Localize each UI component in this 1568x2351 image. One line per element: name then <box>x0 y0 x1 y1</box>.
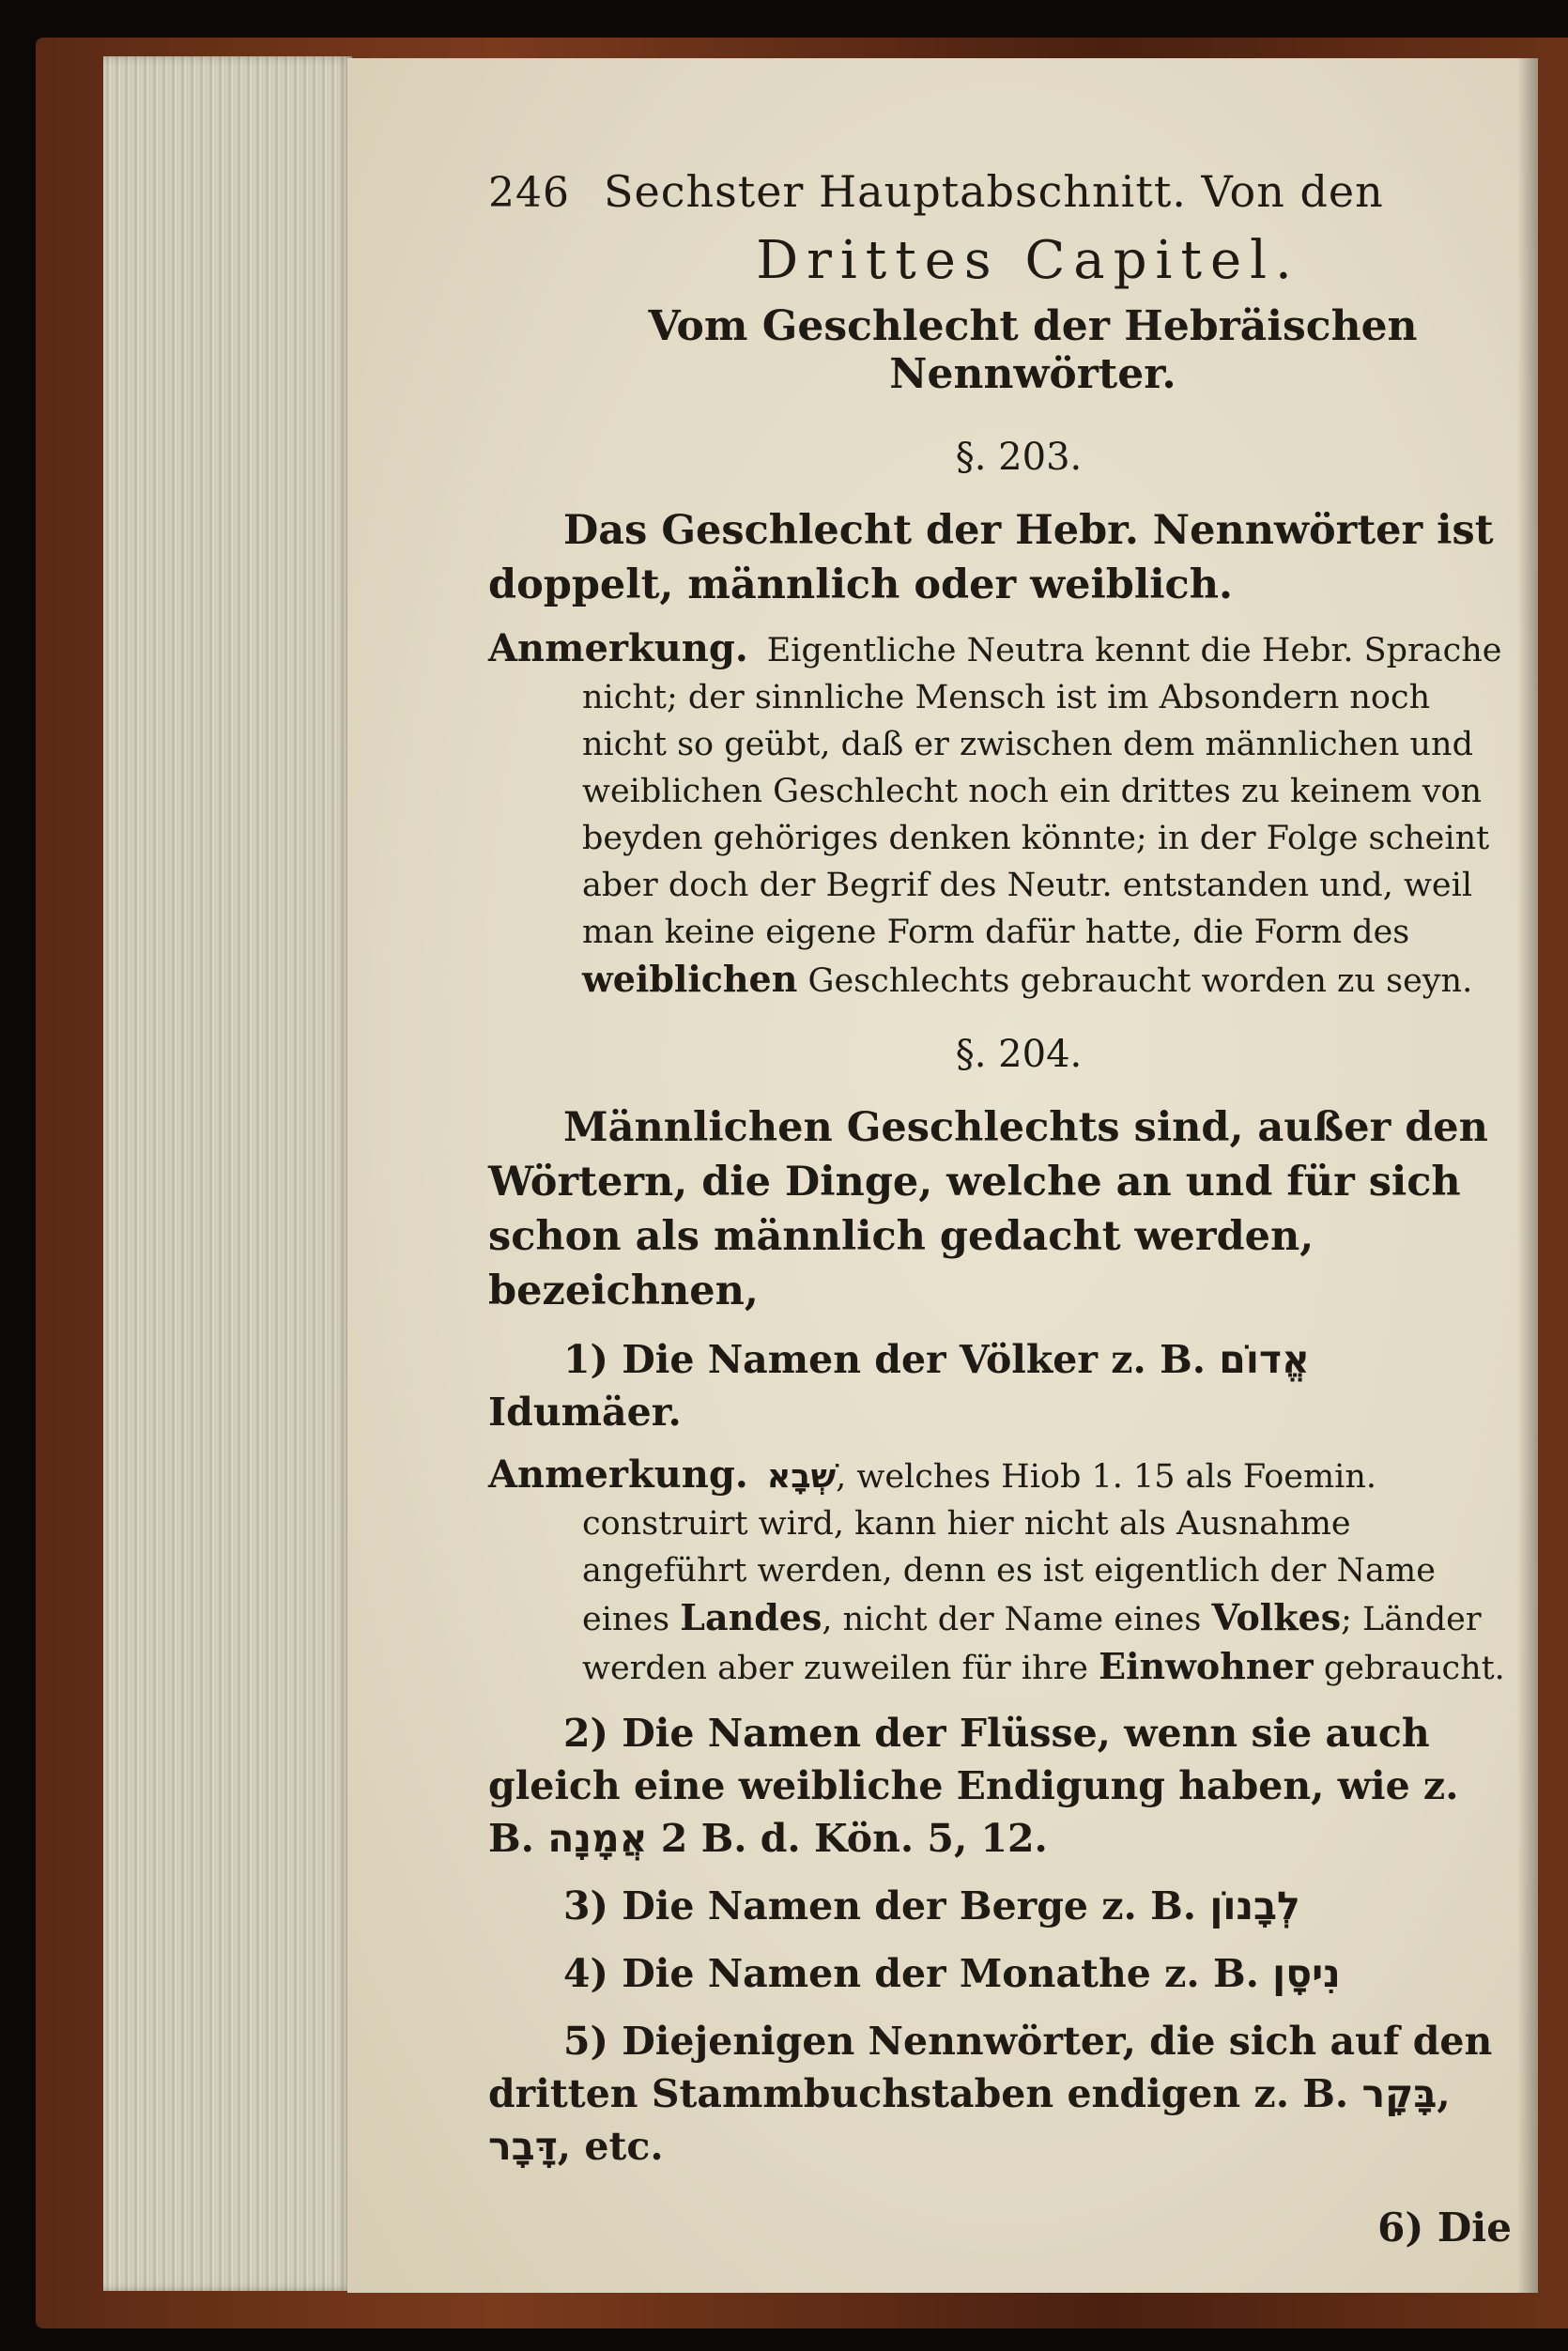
list-item-3 <box>488 1880 1512 1932</box>
note-text: Eigentliche Neutra kennt die Hebr. Sprache nicht; der sinnliche Mensch ist im Absondern noch nicht so geübt, daß er zwischen dem männlichen und weiblichen Geschlecht noch ein drittes zu keinem von beyden gehöriges denken könnte; in der Folge scheint aber doch der Begrif des Neutr. entstanden und, weil man keine eigene Form dafür hatte, die Form des <box>582 632 1502 951</box>
hebrew-word: שְׁבָא <box>766 1458 837 1496</box>
section-204-rule: Männlichen Geschlechts sind, außer den Wörtern, die Dinge, welche an und für sich schon als männlich gedacht werden, bezeichnen, <box>488 1104 1488 1314</box>
note-lead: Anmerkung. <box>488 626 748 670</box>
running-head <box>488 166 1512 217</box>
note-emphasis: Volkes <box>1211 1596 1342 1638</box>
note-lead: Anmerkung. <box>488 1452 748 1497</box>
section-203-rule: Das Geschlecht der Hebr. Nennwörter ist doppelt, männlich oder weiblich. <box>488 507 1494 608</box>
note-emphasis: weiblichen <box>582 958 798 1000</box>
hebrew-word: בָּקָר <box>1361 2071 1437 2116</box>
section-204-heading: §. 204. <box>955 1033 1083 1076</box>
list-item-1 <box>488 1333 1512 1438</box>
running-head-text: Sechster Hauptabschnitt. Von den <box>603 166 1384 217</box>
note-emphasis: Landes <box>680 1596 822 1638</box>
note-text: ; Länder werden aber zuweilen für ihre <box>582 1601 1482 1687</box>
item-text: 1) Die Namen der Völker z. B. <box>563 1337 1207 1382</box>
hebrew-word: אֱדוֹם <box>1219 1337 1310 1382</box>
item-text: 4) Die Namen der Monathe z. B. <box>563 1951 1259 1996</box>
page-fold-shadow <box>1517 58 1538 2293</box>
chapter-title: Drittes Capitel. <box>756 230 1300 291</box>
list-item-2 <box>488 1707 1512 1865</box>
list-item-5: 5) Diejenigen Nennwörter, die sich auf den dritten Stammbuchstaben endigen z. B. בָּקָר, דָּבָר, etc. <box>488 2019 1493 2169</box>
note-emphasis: Einwohner <box>1099 1645 1314 1687</box>
note-text: , nicht der Name eines <box>822 1601 1202 1638</box>
item-text: 3) Die Namen der Berge z. B. <box>563 1883 1197 1928</box>
page-number: 246 <box>488 169 570 217</box>
section-203-heading: §. 203. <box>955 436 1083 479</box>
book-page <box>347 58 1538 2293</box>
note-text: Geschlechts gebraucht worden zu seyn. <box>807 962 1473 1000</box>
hebrew-word: נִיסָן <box>1272 1951 1341 1996</box>
page-edges <box>103 56 352 2291</box>
hebrew-word: דָּבָר <box>488 2124 558 2169</box>
item-text: 2 B. d. Kön. 5, 12. <box>660 1816 1048 1861</box>
item-text: etc. <box>584 2124 664 2169</box>
item-text: 2) Die Namen der Flüsse, wenn sie auch gleich eine weibliche Endigung haben, wie z. B. <box>488 1711 1459 1861</box>
section-203-note <box>488 625 1512 1005</box>
hebrew-word: אֲמָנָה <box>547 1816 648 1861</box>
hebrew-word: לְבָנוֹן <box>1209 1883 1300 1928</box>
item-text: 5) Diejenigen Nennwörter, die sich auf den dritten Stammbuchstaben endigen z. B. <box>488 2019 1493 2116</box>
note-text: , welches Hiob 1. 15 als Foemin. construirt wird, kann hier nicht als Ausnahme angeführt werden, denn es ist eigentlich der Name eines <box>582 1458 1436 1638</box>
section-204-note <box>488 1452 1512 1692</box>
item-text: Idumäer. <box>488 1390 682 1435</box>
catchword: 6) Die <box>1377 2205 1512 2251</box>
list-item-4 <box>488 1947 1512 2000</box>
page-content <box>488 166 1512 2251</box>
note-text: gebraucht. <box>1323 1650 1505 1687</box>
chapter-subtitle: Vom Geschlecht der Hebräischen Nennwörter. <box>648 302 1418 398</box>
